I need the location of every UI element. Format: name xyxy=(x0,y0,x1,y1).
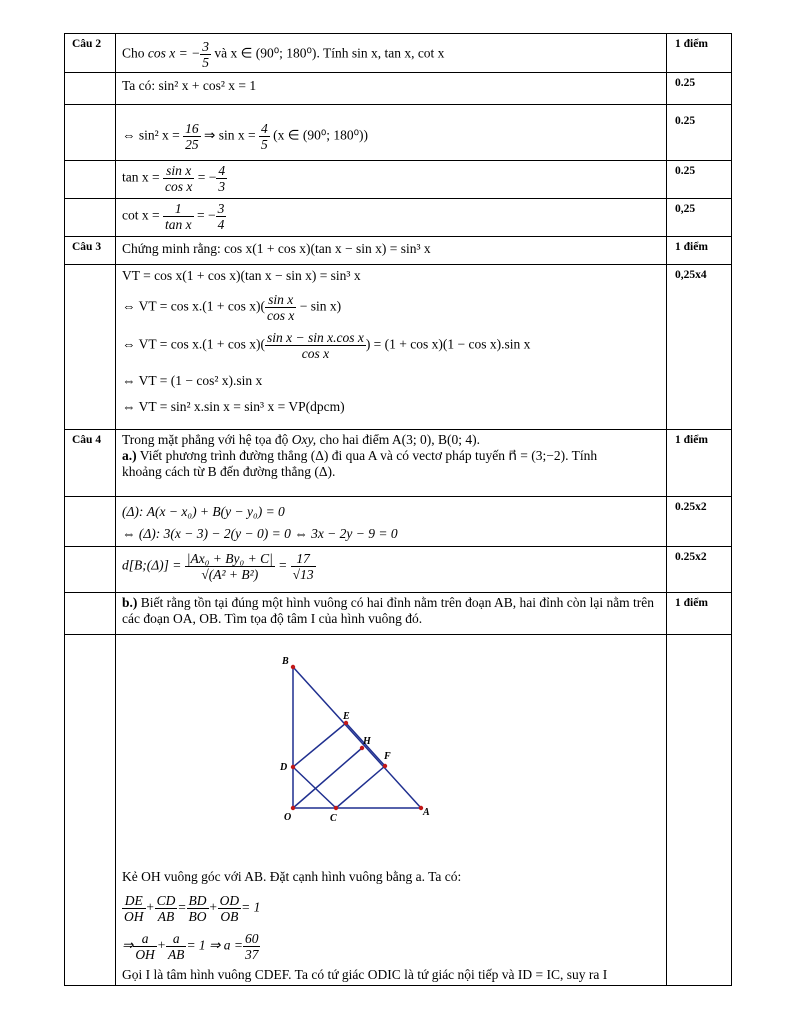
question-text: Cho cos x = − $\frac{3}{5}$ và x ∈ (90⁰; 180⁰). Tính sin x, tan x, cot x xyxy=(122,39,445,70)
points: 0.25x2 xyxy=(675,551,707,563)
question-text: b.) Biết rằng tồn tại đúng một hình vuông có hai đỉnh nằm trên đoạn AB, hai đỉnh còn lại nằm trên các đoạn OA, OB. Tìm tọa độ tâm I của hình vuông đó. xyxy=(122,595,655,626)
points: 0.25 xyxy=(675,165,696,177)
points: 0,25x4 xyxy=(675,269,707,281)
step-text: Ta có: sin² x + cos² x = 1 xyxy=(122,78,257,93)
points: 1 điểm xyxy=(675,434,708,446)
question-label: Câu 2 xyxy=(72,38,102,50)
row-cau3 xyxy=(65,237,732,265)
solution-text: Kẻ OH vuông góc với AB. Đặt cạnh hình vuông bằng a. Ta có: xyxy=(122,869,462,884)
row-step xyxy=(65,199,732,237)
row-equation xyxy=(65,497,732,547)
question-label: Câu 4 xyxy=(72,434,102,446)
equation-line: (Δ): A(x − x₀) + B(y − y₀) = 0 xyxy=(122,504,285,519)
proof-line: VT = cos x(1 + cos x)(tan x − sin x) = sin³ x xyxy=(122,268,361,283)
row-solution xyxy=(65,635,732,986)
answer-table xyxy=(64,33,732,986)
points: 0.25x2 xyxy=(675,501,707,513)
ratio-equation: $\frac{DE}{OH}$ + $\frac{CD}{AB}$ = $\frac{BD}{BO}$ + $\frac{OD}{OB}$ = 1 xyxy=(124,893,261,924)
question-text: Chứng minh rằng: cos x(1 + cos x)(tan x − sin x) = sin³ x xyxy=(122,241,431,256)
row-step xyxy=(65,161,732,199)
proof-line: ⇔ VT = sin² x.sin x = sin³ x = VP(dpcm) xyxy=(122,399,345,414)
label-A: A xyxy=(423,807,430,818)
points: 1 điểm xyxy=(675,241,708,253)
label-E: E xyxy=(343,711,350,722)
points: 1 điểm xyxy=(675,38,708,50)
label-F: F xyxy=(384,751,391,762)
points: 0.25 xyxy=(675,77,696,89)
side-equation: ⇒ $\frac{a}{OH}$ + $\frac{a}{AB}$ = 1 ⇒ a = $\frac{60}{37}$ xyxy=(122,931,259,962)
equation-line: ⇔ (Δ): 3(x − 3) − 2(y − 0) = 0 ⇔ 3x − 2y − 9 = 0 xyxy=(122,526,398,541)
proof-line: ⇔ VT = cos x.(1 + cos x)( $\frac{\text{sin x}}{\text{cos x}}$ − sin x) xyxy=(122,292,342,323)
row-cau2 xyxy=(65,34,732,73)
row-proof xyxy=(65,265,732,430)
row-distance xyxy=(65,547,732,593)
geometry-figure xyxy=(216,655,516,855)
points: 0,25 xyxy=(675,203,696,215)
label-O: O xyxy=(284,812,292,823)
row-step xyxy=(65,73,732,105)
question-label: Câu 3 xyxy=(72,241,102,253)
points: 1 điểm xyxy=(675,597,708,609)
proof-line: ⇔ VT = (1 − cos² x).sin x xyxy=(122,373,263,388)
question-text: Trong mặt phẳng với hệ tọa độ Oxy, cho hai điểm A(3; 0), B(0; 4). a.) Viết phương trình đường thẳng (Δ) đi qua A và có vectơ pháp tuyến n⃗ = (3;−2). Tính khoảng cách từ B đến đường thẳng (Δ). xyxy=(122,432,598,479)
step-text: cot x = $\frac{1}{\text{tan x}}$ = − $\frac{3}{4}$ xyxy=(122,201,225,232)
label-D: D xyxy=(280,762,288,773)
row-step xyxy=(65,105,732,161)
fraction: $\frac{3}{5}$ xyxy=(202,39,209,70)
step-text: ⇔ sin² x = $\frac{16}{25}$ ⇒ sin x = $\frac{4}{5}$ (x ∈ (90⁰; 180⁰)) xyxy=(122,121,369,152)
row-part-b xyxy=(65,593,732,635)
distance-formula: d[B;(Δ)] = $\frac{\text{|Ax₀ + By₀ + C|}}{\text{√(A² + B²)}}$ = $\frac{17}{√13}$ xyxy=(122,551,314,582)
step-text: tan x = $\frac{\text{sin x}}{\text{cos x}}$ = − $\frac{4}{3}$ xyxy=(122,163,226,194)
row-cau4 xyxy=(65,430,732,497)
points: 0.25 xyxy=(675,115,696,127)
label-H: H xyxy=(363,736,371,747)
solution-text: Gọi I là tâm hình vuông CDEF. Ta có tứ giác ODIC là tứ giác nội tiếp và ID = IC, suy ra I xyxy=(122,967,608,982)
label-B: B xyxy=(282,656,289,667)
proof-line: ⇔ VT = cos x.(1 + cos x)( $\frac{\text{sin x − sin x.cos x}}{\text{cos x}}$ ) = (1 + cos x)(1 − cos x).sin x xyxy=(122,330,531,361)
label-C: C xyxy=(330,813,337,824)
